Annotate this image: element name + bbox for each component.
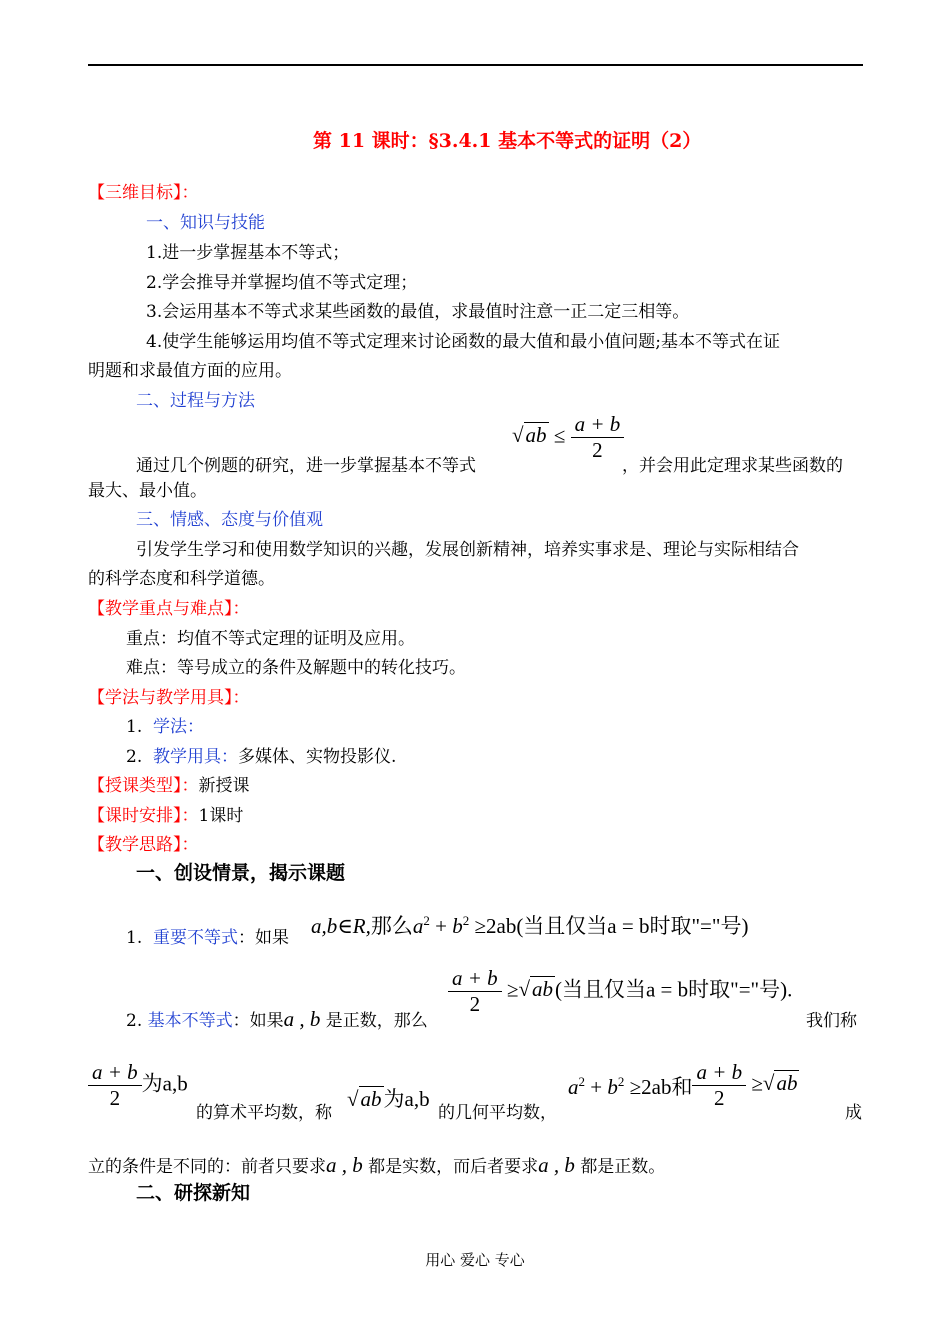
basic-inequality-formula: $\frac{a + b}{2}$ ≥√ab(当且仅当a = b时取"="号). — [448, 966, 792, 1017]
important-inequality-label: 1. 重要不等式：如果 — [126, 928, 290, 948]
basic-inequality-label: 2. 基本不等式：如果a , b 是正数，那么 — [126, 1007, 428, 1031]
important-inequality-formula: a,b∈R,那么$a^2 + b^2 \ge 2ab$(当且仅当a = b时取"="号) — [311, 913, 749, 938]
arith-text: 的算术平均数，称 — [196, 1103, 332, 1123]
tools-item-1: 1. 学法： — [126, 717, 205, 737]
section-emotion: 三、情感、态度与价值观 — [136, 510, 323, 530]
focus-text: 重点：均值不等式定理的证明及应用。 — [126, 629, 415, 649]
formula-sqrt-le — [512, 412, 624, 463]
process-text-post: ，并会用此定理求某些函数的 — [622, 456, 843, 476]
goal-item-4: 4.使学生能够运用均值不等式定理来讨论函数的最大值和最小值问题;基本不等式在证 — [146, 332, 780, 352]
page-footer: 用心 爱心 专心 — [425, 1251, 525, 1269]
goal-item-4-cont: 明题和求最值方面的应用。 — [88, 361, 292, 381]
goals-header: 【三维目标】： — [88, 183, 199, 203]
fraction-a-plus-b-over-2: $\frac{a + b}{2}$ — [571, 412, 625, 463]
sqrt-ab: √ab — [512, 423, 547, 448]
cheng-text: 成 — [845, 1103, 862, 1123]
we-call-text: 我们称 — [806, 1011, 857, 1031]
arithmetic-mean-formula: $\frac{a + b}{2}$ 为a,b — [88, 1060, 188, 1111]
ideas-header: 【教学思路】： — [88, 835, 199, 855]
process-text-pre: 通过几个例题的研究，进一步掌握基本不等式 — [136, 456, 476, 476]
goal-item-3: 3.会运用基本不等式求某些函数的最值，求最值时注意一正二定三相等。 — [146, 302, 690, 322]
two-inequalities-formula: $a^2 + b^2 \ge 2ab$和 $\frac{a + b}{2}$ ≥√ab — [568, 1060, 798, 1110]
difficulty-text: 难点：等号成立的条件及解题中的转化技巧。 — [126, 658, 466, 678]
le-sign: ≤ — [553, 423, 566, 448]
process-text-line2: 最大、最小值。 — [88, 481, 207, 501]
geometric-mean-formula: √ab为a,b — [347, 1087, 430, 1111]
emotion-text-line1: 引发学生学习和使用数学知识的兴趣，发展创新精神，培养实事求是、理论与实际相结合 — [136, 540, 799, 560]
part2-heading: 二、研探新知 — [136, 1182, 251, 1204]
page-title: 第 11 课时：§3.4.1 基本不等式的证明（2） — [313, 130, 702, 152]
geo-text: 的几何平均数， — [438, 1103, 557, 1123]
lesson-type: 【授课类型】：新授课 — [88, 776, 250, 796]
goal-item-2: 2.学会推导并掌握均值不等式定理； — [146, 273, 418, 293]
emotion-text-line2: 的科学态度和科学道德。 — [88, 569, 275, 589]
goal-item-1: 1.进一步掌握基本不等式； — [146, 243, 350, 263]
top-rule — [88, 64, 863, 66]
section-knowledge: 一、知识与技能 — [146, 213, 265, 233]
conditions-text: 立的条件是不同的：前者只要求a , b 都是实数，而后者要求a , b 都是正数。 — [88, 1153, 666, 1177]
tools-header: 【学法与教学用具】： — [88, 688, 250, 708]
schedule: 【课时安排】：1课时 — [88, 806, 244, 826]
section-process: 二、过程与方法 — [136, 391, 255, 411]
tools-item-2: 2. 教学用具：多媒体、实物投影仪. — [126, 747, 397, 767]
keypoints-header: 【教学重点与难点】： — [88, 599, 250, 619]
part1-heading: 一、创设情景，揭示课题 — [136, 862, 346, 884]
